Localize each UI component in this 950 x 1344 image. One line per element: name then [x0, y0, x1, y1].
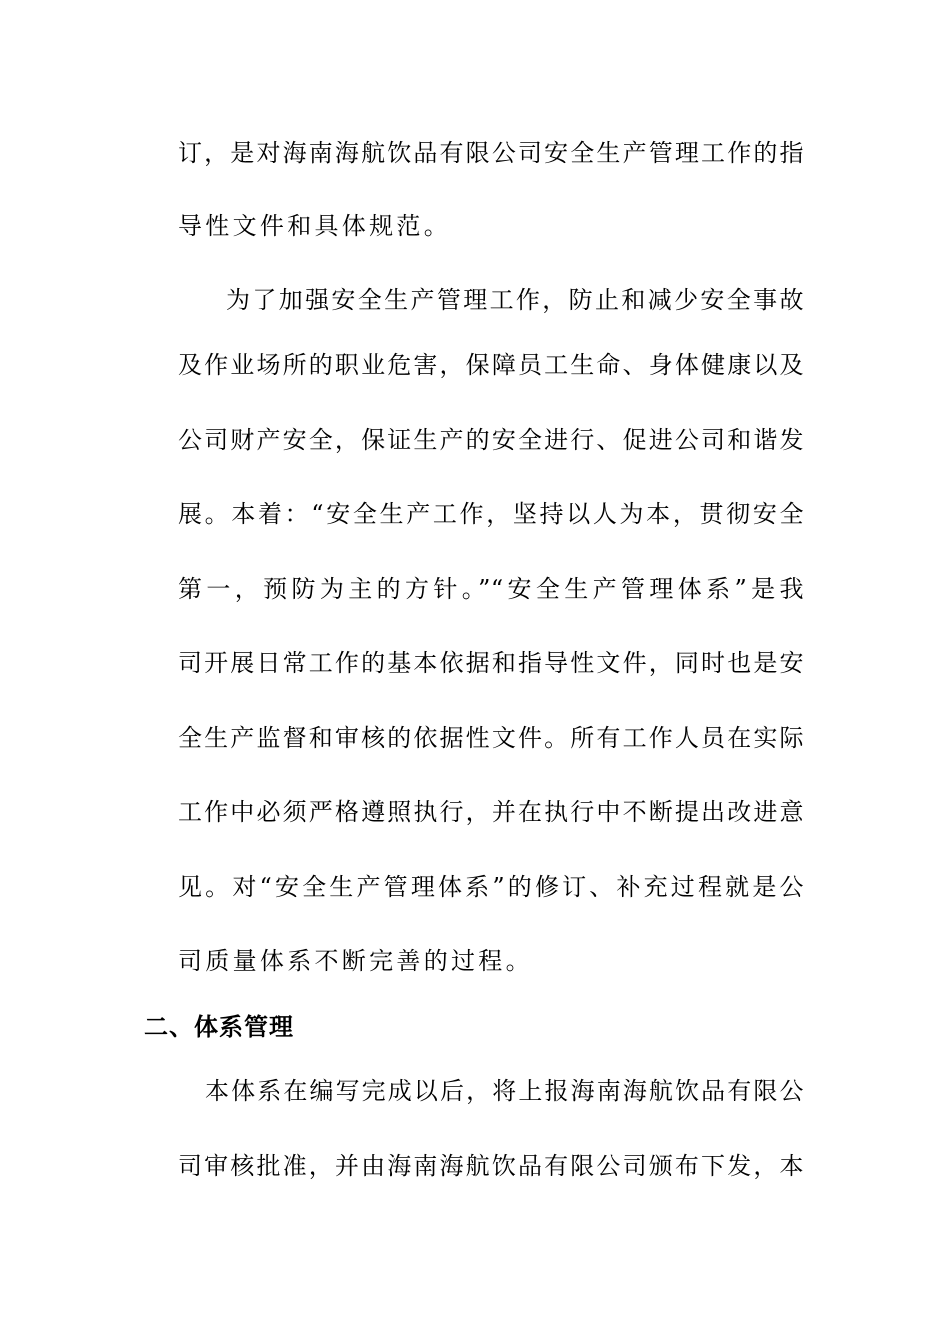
paragraph-line: 司审核批准，并由海南海航饮品有限公司颁布下发，本	[178, 1152, 804, 1180]
paragraph-line: 订，是对海南海航饮品有限公司安全生产管理工作的指	[178, 139, 804, 167]
paragraph-line: 导性文件和具体规范。	[178, 212, 451, 240]
paragraph-line: 本体系在编写完成以后，将上报海南海航饮品有限公	[205, 1077, 804, 1105]
paragraph-line: 及作业场所的职业危害，保障员工生命、身体健康以及	[178, 351, 804, 379]
paragraph-line: 展。本着：“安全生产工作，坚持以人为本，贯彻安全	[178, 500, 804, 528]
paragraph-line: 见。对“安全生产管理体系”的修订、补充过程就是公	[178, 873, 804, 901]
section-heading: 二、体系管理	[144, 1013, 294, 1041]
paragraph-line: 第一，预防为主的方针。”“安全生产管理体系”是我	[178, 575, 804, 603]
paragraph-line: 全生产监督和审核的依据性文件。所有工作人员在实际	[178, 724, 804, 752]
paragraph-line: 为了加强安全生产管理工作，防止和减少安全事故	[226, 286, 804, 314]
paragraph-line: 公司财产安全，保证生产的安全进行、促进公司和谐发	[178, 426, 804, 454]
paragraph-line: 司质量体系不断完善的过程。	[178, 947, 533, 975]
paragraph-line: 工作中必须严格遵照执行，并在执行中不断提出改进意	[178, 798, 804, 826]
paragraph-line: 司开展日常工作的基本依据和指导性文件，同时也是安	[178, 649, 804, 677]
